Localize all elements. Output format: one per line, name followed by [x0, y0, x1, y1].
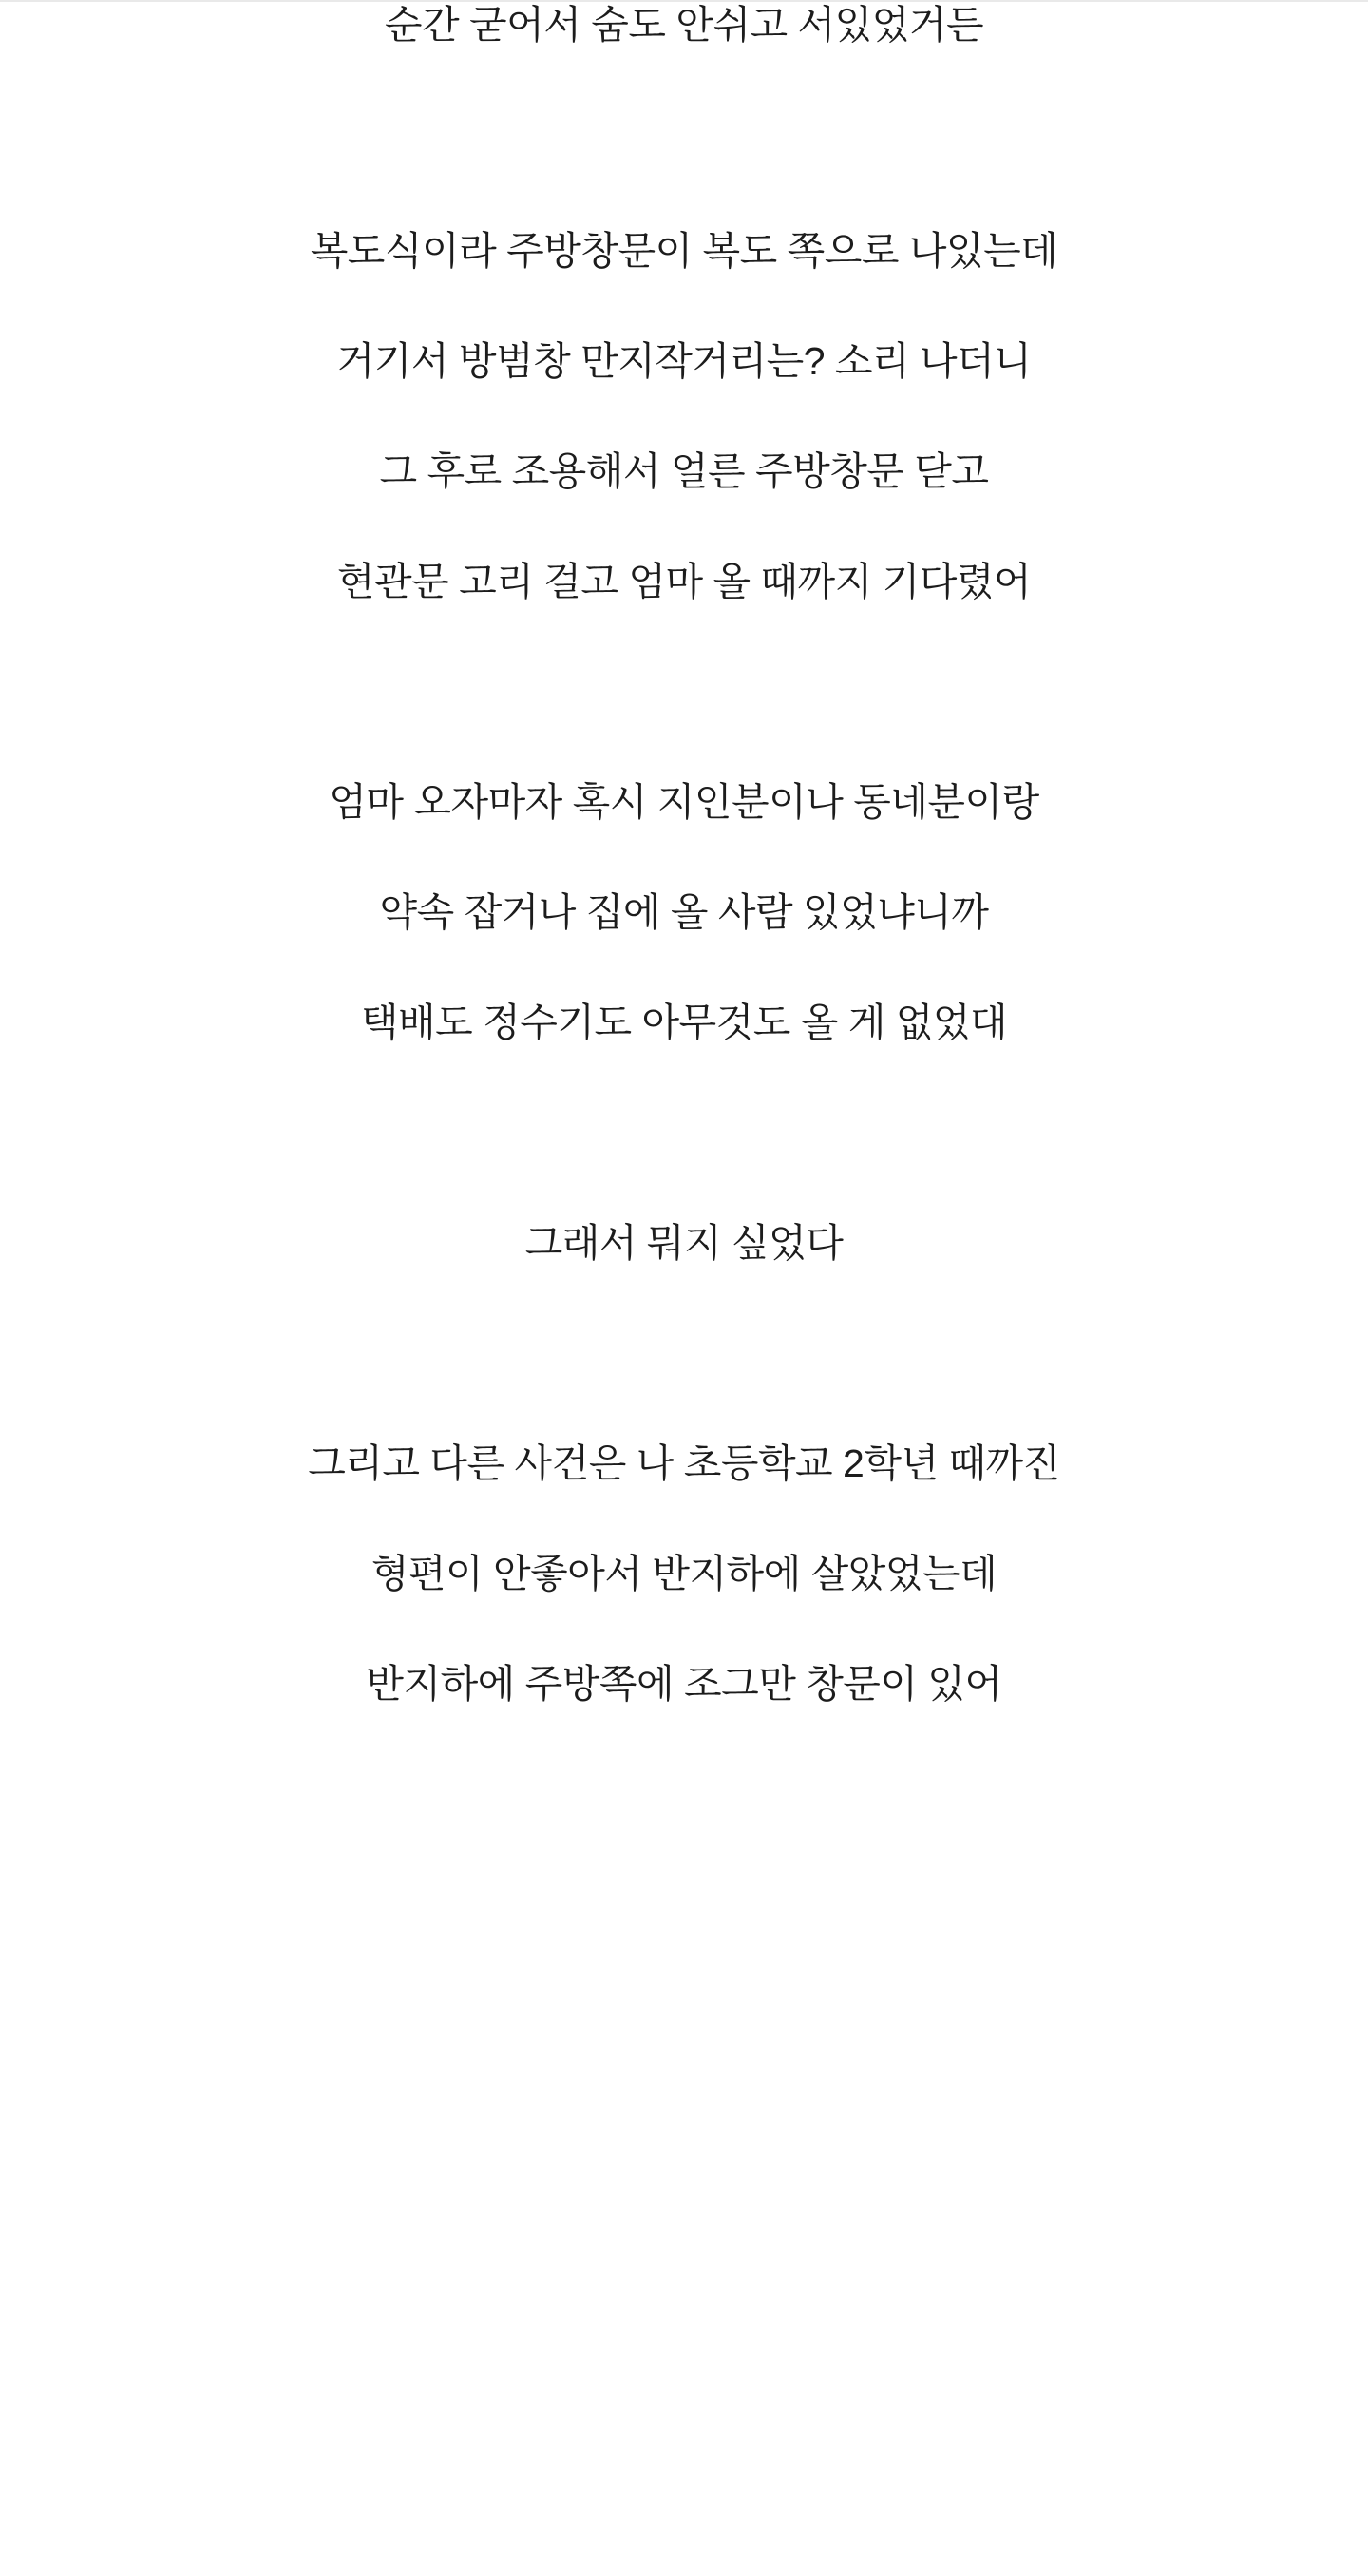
text-line	[38, 967, 1330, 1078]
paragraph-text: 그 후로 조용해서 얼른 주방창문 닫고	[379, 448, 989, 493]
paragraph-spacer	[38, 1298, 1330, 1408]
text-line	[38, 1188, 1330, 1298]
paragraph-text: 택배도 정수기도 아무것도 올 게 없었대	[360, 1000, 1008, 1044]
paragraph-text: 약속 잡거나 집에 올 사람 있었냐니까	[379, 889, 989, 934]
text-line	[38, 1408, 1330, 1518]
text-line	[38, 526, 1330, 637]
text-line	[38, 306, 1330, 416]
text-line	[38, 1629, 1330, 1739]
text-line	[38, 857, 1330, 967]
paragraph-text: 형편이 안좋아서 반지하에 살았었는데	[370, 1551, 998, 1595]
paragraph-text: 엄마 오자마자 혹시 지인분이나 동네분이랑	[329, 779, 1039, 824]
paragraph-spacer	[38, 637, 1330, 747]
paragraph-spacer	[38, 1078, 1330, 1188]
paragraph-text: 거기서 방범창 만지작거리는? 소리 나더니	[336, 338, 1032, 383]
paragraph-text: 현관문 고리 걸고 엄마 올 때까지 기다렸어	[336, 559, 1032, 603]
post-body	[0, 2, 1368, 1739]
text-line	[38, 416, 1330, 526]
text-line	[38, 747, 1330, 857]
paragraph-text: 복도식이라 주방창문이 복도 쪽으로 나있는데	[310, 228, 1058, 273]
paragraph-text: 순간 굳어서 숨도 안쉬고 서있었거든	[384, 3, 984, 47]
text-line	[38, 196, 1330, 306]
paragraph-text: 그래서 뭐지 싶었다	[524, 1220, 844, 1265]
paragraph-text: 그리고 다른 사건은 나 초등학교 2학년 때까진	[308, 1441, 1060, 1485]
paragraph-text: 반지하에 주방쪽에 조그만 창문이 있어	[366, 1661, 1002, 1706]
text-line	[38, 1518, 1330, 1629]
paragraph-spacer	[38, 86, 1330, 196]
text-line	[38, 2, 1330, 86]
